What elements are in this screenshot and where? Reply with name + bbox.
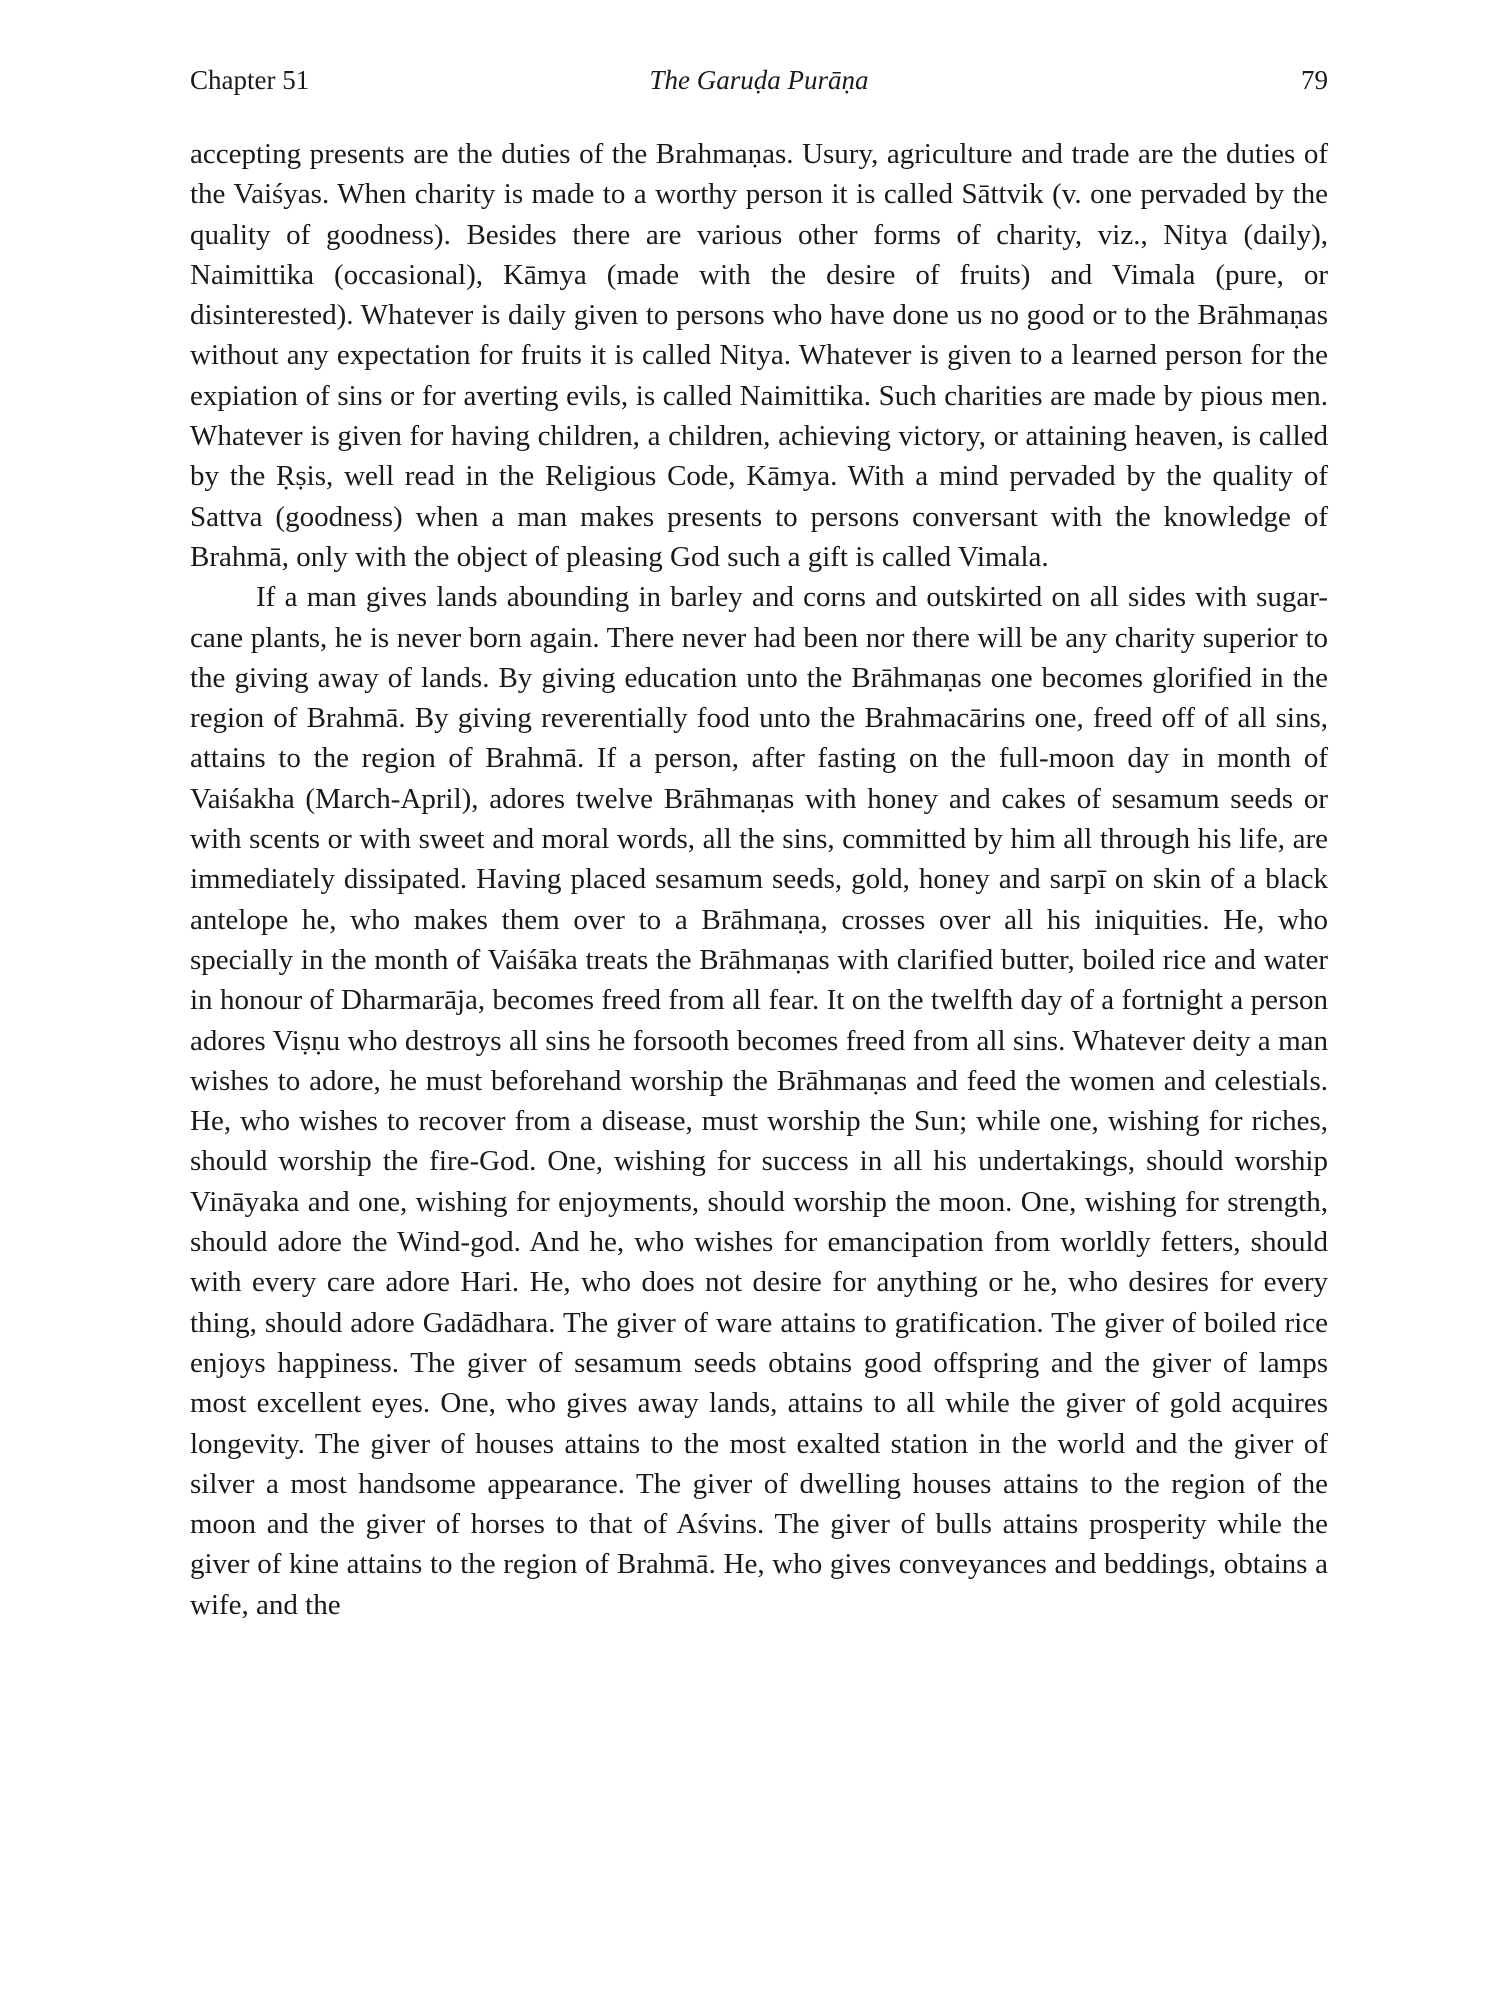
book-title: The Garuḍa Purāṇa [649, 65, 869, 95]
running-head [190, 58, 1328, 102]
book-page [190, 58, 1328, 1625]
paragraph-2: If a man gives lands abounding in barley and corns and outskirted on all sides with sugar-cane plants, he is never born again. There never had been nor there will be any charity superior to the giving away of lands. By giving education unto the Brāhmaṇas one becomes glorified in the region of Brahmā. By giving reverentially food unto the Brahmacārins one, freed off of all sins, attains to the region of Brahmā. If a person, after fasting on the full-moon day in month of Vaiśakha (March-April), adores twelve Brāhmaṇas with honey and cakes of sesamum seeds or with scents or with sweet and moral words, all the sins, committed by him all through his life, are immediately dissipated. Having placed sesamum seeds, gold, honey and sarpī on skin of a black antelope he, who makes them over to a Brāhmaṇa, crosses over all his iniquities. He, who specially in the month of Vaiśāka treats the Brāhmaṇas with clarified butter, boiled rice and water in honour of Dharmarāja, becomes freed from all fear. It on the twelfth day of a fortnight a person adores Viṣṇu who destroys all sins he forsooth becomes freed from all sins. Whatever deity a man wishes to adore, he must beforehand worship the Brāhmaṇas and feed the women and celestials. He, who wishes to recover from a disease, must worship the Sun; while one, wishing for riches, should worship the fire-God. One, wishing for success in all his undertakings, should worship Vināyaka and one, wishing for enjoyments, should worship the moon. One, wishing for strength, should adore the Wind-god. And he, who wishes for emancipation from worldly fetters, should with every care adore Hari. He, who does not desire for anything or he, who desires for every thing, should adore Gadādhara. The giver of ware attains to gratification. The giver of boiled rice enjoys happiness. The giver of sesamum seeds obtains good offspring and the giver of lamps most excellent eyes. One, who gives away lands, attains to all while the giver of gold acquires longevity. The giver of houses attains to the most exalted station in the world and the giver of silver a most handsome appearance. The giver of dwelling houses attains to the region of the moon and the giver of horses to that of Aśvins. The giver of bulls attains prosperity while the giver of kine attains to the region of Brahmā. He, who gives conveyances and beddings, obtains a wife, and the [190, 581, 1328, 1621]
body-text [190, 134, 1328, 1625]
page-number: 79 [1301, 65, 1328, 95]
paragraph-1: accepting presents are the duties of the Brahmaṇas. Usury, agriculture and trade are the duties of the Vaiśyas. When charity is made to a worthy person it is called Sāttvik (v. one pervaded by the quality of goodness). Besides there are various other forms of charity, viz., Nitya (daily), Naimittika (occasional), Kāmya (made with the desire of fruits) and Vimala (pure, or disinterested). Whatever is daily given to persons who have done us no good or to the Brāhmaṇas without any expectation for fruits it is called Nitya. Whatever is given to a learned person for the expiation of sins or for averting evils, is called Naimittika. Such charities are made by pious men. Whatever is given for having children, a children, achieving victory, or attaining heaven, is called by the Ṛṣis, well read in the Religious Code, Kāmya. With a mind pervaded by the quality of Sattva (goodness) when a man makes presents to persons conversant with the knowledge of Brahmā, only with the object of pleasing God such a gift is called Vimala. [190, 138, 1328, 573]
chapter-label: Chapter 51 [190, 65, 310, 95]
